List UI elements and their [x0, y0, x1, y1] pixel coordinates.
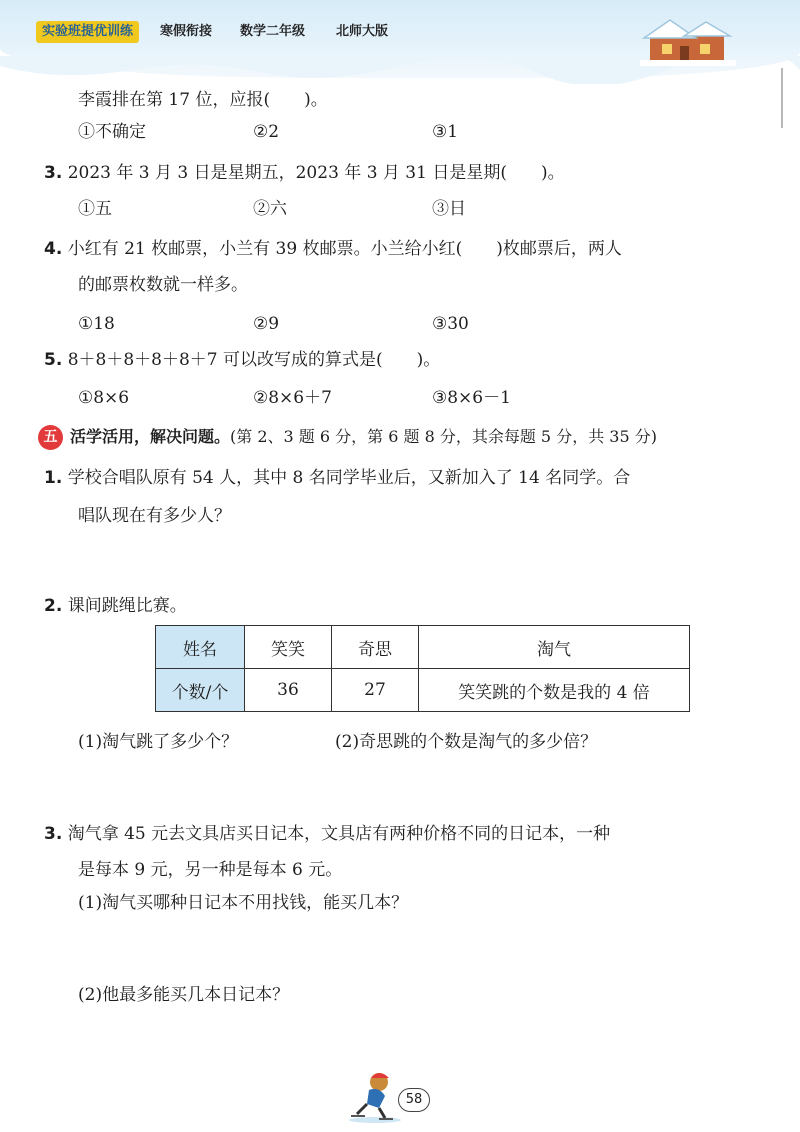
s5-q2-sub2: (2)奇思跳的个数是淘气的多少倍？ [335, 732, 598, 752]
q4-option-3: ③30 [432, 314, 469, 334]
s5-q3-sub1: (1)淘气买哪种日记本不用找钱，能买几本？ [78, 893, 409, 913]
table-cell: 笑笑跳的个数是我的 4 倍 [419, 669, 690, 712]
edition-label: 北师大版 [336, 24, 389, 39]
section-five-title: 活学活用，解决问题。 [70, 427, 231, 446]
q4-line1 [44, 237, 622, 261]
s5-q1-text-2: 唱队现在有多少人？ [78, 506, 231, 526]
table-header-cell: 奇思 [332, 626, 419, 669]
s5-q3-sub2: (2)他最多能买几本日记本？ [78, 985, 290, 1005]
s5-q3-number: 3. [44, 824, 63, 844]
s5-q3-line1 [44, 822, 610, 846]
q5-number: 5. [44, 350, 63, 370]
q2-tail-text: 李霞排在第 17 位，应报( )。 [78, 90, 328, 110]
table-header-cell: 淘气 [419, 626, 690, 669]
q3-option-3: ③日 [432, 199, 466, 219]
subject-label: 数学二年级 [240, 24, 306, 39]
q4-text-1: 小红有 21 枚邮票，小兰有 39 枚邮票。小兰给小红( )枚邮票后，两人 [67, 239, 622, 259]
s5-q3-text-1: 淘气拿 45 元去文具店买日记本，文具店有两种价格不同的日记本，一种 [67, 824, 611, 844]
q3-line [44, 161, 565, 185]
q5-option-2: ②8×6＋7 [253, 388, 332, 408]
series-tag: 实验班提优训练 [36, 21, 139, 43]
q2-option-3: ③1 [432, 122, 459, 142]
q5-option-3: ③8×6－1 [432, 388, 511, 408]
q5-line [44, 348, 440, 372]
section-five-score-note: (第 2、3 题 6 分，第 6 题 8 分，其余每题 5 分，共 35 分) [230, 427, 657, 446]
page-edge-mark [781, 68, 783, 128]
table-header-cell: 姓名 [156, 626, 245, 669]
period-label: 寒假衔接 [160, 24, 213, 39]
q3-number: 3. [44, 163, 63, 183]
section-five-heading [70, 425, 657, 449]
jump-rope-table [155, 625, 690, 712]
s5-q3-text-2: 是每本 9 元，另一种是每本 6 元。 [78, 860, 343, 880]
q4-option-1: ①18 [78, 314, 115, 334]
q3-option-2: ②六 [253, 199, 287, 219]
table-cell: 36 [245, 669, 332, 712]
s5-q2-sub1: (1)淘气跳了多少个？ [78, 732, 239, 752]
table-cell: 27 [332, 669, 419, 712]
q5-option-1: ①8×6 [78, 388, 130, 408]
q3-option-1: ①五 [78, 199, 112, 219]
q4-text-2: 的邮票枚数就一样多。 [78, 275, 248, 295]
s5-q2-text: 课间跳绳比赛。 [67, 596, 187, 616]
q5-text: 8＋8＋8＋8＋8＋7 可以改写成的算式是( )。 [67, 350, 441, 370]
table-header-cell: 笑笑 [245, 626, 332, 669]
s5-q1-line1 [44, 466, 630, 490]
q4-option-2: ②9 [253, 314, 280, 334]
q4-number: 4. [44, 239, 63, 259]
snow-house-icon [640, 14, 736, 66]
section-five-badge: 五 [38, 425, 63, 450]
skating-mascot-icon [345, 1068, 405, 1124]
table-header-row [156, 626, 690, 669]
s5-q2-line [44, 594, 187, 618]
page-number: 58 [398, 1088, 430, 1112]
s5-q2-number: 2. [44, 596, 63, 616]
table-row [156, 669, 690, 712]
q2-option-1: ①不确定 [78, 122, 146, 142]
q3-text: 2023 年 3 月 3 日是星期五，2023 年 3 月 31 日是星期( )。 [67, 163, 565, 183]
s5-q1-text-1: 学校合唱队原有 54 人，其中 8 名同学毕业后，又新加入了 14 名同学。合 [67, 468, 631, 488]
table-cell: 个数/个 [156, 669, 245, 712]
s5-q1-number: 1. [44, 468, 63, 488]
q2-option-2: ②2 [253, 122, 280, 142]
